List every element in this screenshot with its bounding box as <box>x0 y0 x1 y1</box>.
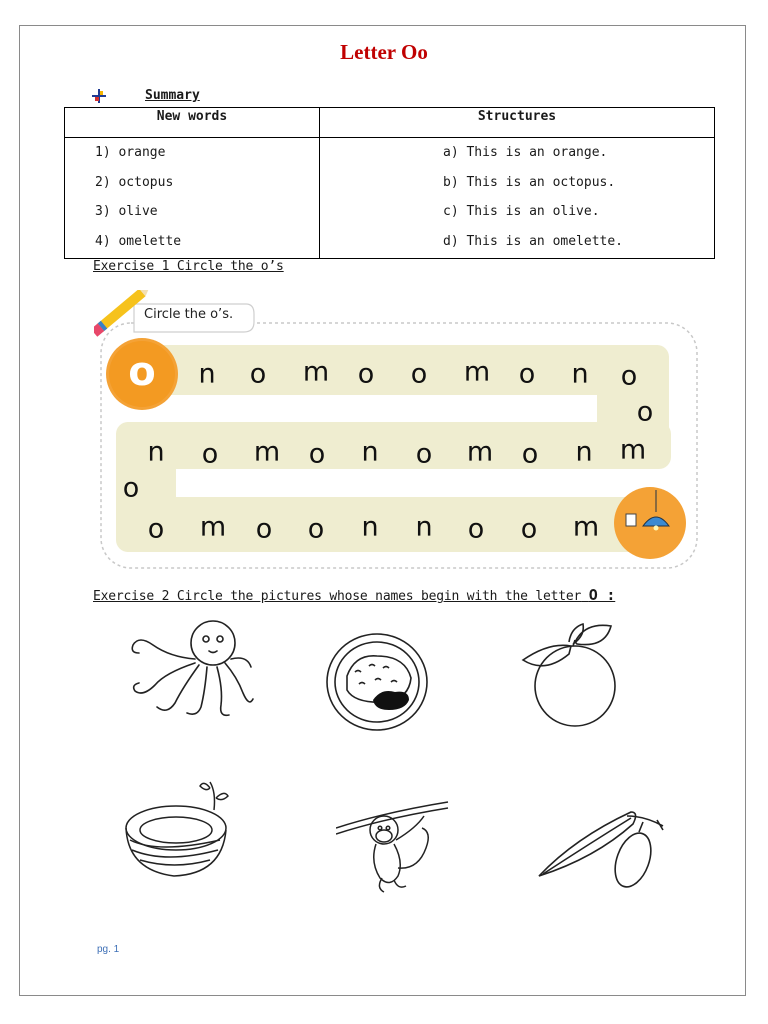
header-new-words: New words <box>65 108 320 138</box>
exercise2-text: Exercise 2 Circle the pictures whose names begin with the letter <box>93 589 582 604</box>
structure-item: c) This is an olive. <box>443 204 600 219</box>
maze-letter[interactable]: m <box>302 356 330 388</box>
page-number: pg. 1 <box>97 944 120 955</box>
maze-letter[interactable]: o <box>415 438 433 470</box>
maze-letter[interactable]: o <box>520 513 538 545</box>
olive-picture[interactable] <box>535 808 670 898</box>
maze-letter[interactable]: m <box>253 436 281 468</box>
maze-letter[interactable]: m <box>463 356 491 388</box>
monkey-picture[interactable] <box>336 788 451 893</box>
maze-letter[interactable]: o <box>147 513 165 545</box>
omelette-picture[interactable] <box>325 632 430 732</box>
exercise2-heading <box>93 586 615 604</box>
maze-letter[interactable]: n <box>415 511 433 543</box>
orange-picture[interactable] <box>515 620 630 730</box>
word-item: 4) omelette <box>95 233 182 249</box>
maze-letter[interactable]: m <box>199 511 227 543</box>
maze-letter[interactable]: o <box>467 513 485 545</box>
octopus-picture[interactable] <box>125 615 255 720</box>
summary-table <box>64 107 715 259</box>
maze-letter[interactable]: o <box>307 513 325 545</box>
exercise1-heading: Exercise 1 Circle the o’s <box>93 259 284 274</box>
maze-letter[interactable]: o <box>201 438 219 470</box>
words-cell <box>65 138 320 259</box>
word-item: 3) olive <box>95 204 158 219</box>
structure-item: b) This is an octopus. <box>443 174 616 190</box>
structure-item: d) This is an omelette. <box>443 233 624 249</box>
page-title: Letter Oo <box>340 40 428 64</box>
maze-letter[interactable]: n <box>361 436 379 468</box>
maze-letter[interactable]: n <box>571 358 589 390</box>
maze-letter[interactable]: n <box>198 358 216 390</box>
letter-maze-panel <box>94 290 699 575</box>
start-letter: o <box>128 349 156 395</box>
maze-letter[interactable]: o <box>620 360 638 392</box>
word-item: 2) octopus <box>95 174 174 190</box>
exercise2-letter: O : <box>588 586 616 604</box>
bullet-icon <box>92 89 106 103</box>
maze-letter[interactable]: o <box>521 438 539 470</box>
maze-letter[interactable]: o <box>308 438 326 470</box>
header-structures: Structures <box>320 108 715 138</box>
maze-letter[interactable]: o <box>636 396 654 428</box>
maze-letter[interactable]: o <box>410 358 428 390</box>
maze-letter[interactable]: o <box>357 358 375 390</box>
maze-letter[interactable]: m <box>572 511 600 543</box>
summary-heading: Summary <box>145 88 200 103</box>
maze-letter[interactable]: m <box>619 434 647 466</box>
maze-letter[interactable]: n <box>575 436 593 468</box>
maze-letter[interactable]: o <box>518 358 536 390</box>
maze-letter[interactable]: n <box>361 511 379 543</box>
maze-letter[interactable]: m <box>466 436 494 468</box>
maze-letter[interactable]: o <box>122 472 140 504</box>
nest-picture[interactable] <box>118 778 233 883</box>
maze-letter[interactable]: o <box>249 358 267 390</box>
maze-letter[interactable]: o <box>255 513 273 545</box>
structures-cell <box>320 138 715 259</box>
circle-instruction: Circle the o’s. <box>144 307 234 322</box>
maze-letter[interactable]: n <box>147 436 165 468</box>
structure-item: a) This is an orange. <box>443 145 608 160</box>
word-item: 1) orange <box>95 145 166 160</box>
maze-background <box>94 290 699 575</box>
